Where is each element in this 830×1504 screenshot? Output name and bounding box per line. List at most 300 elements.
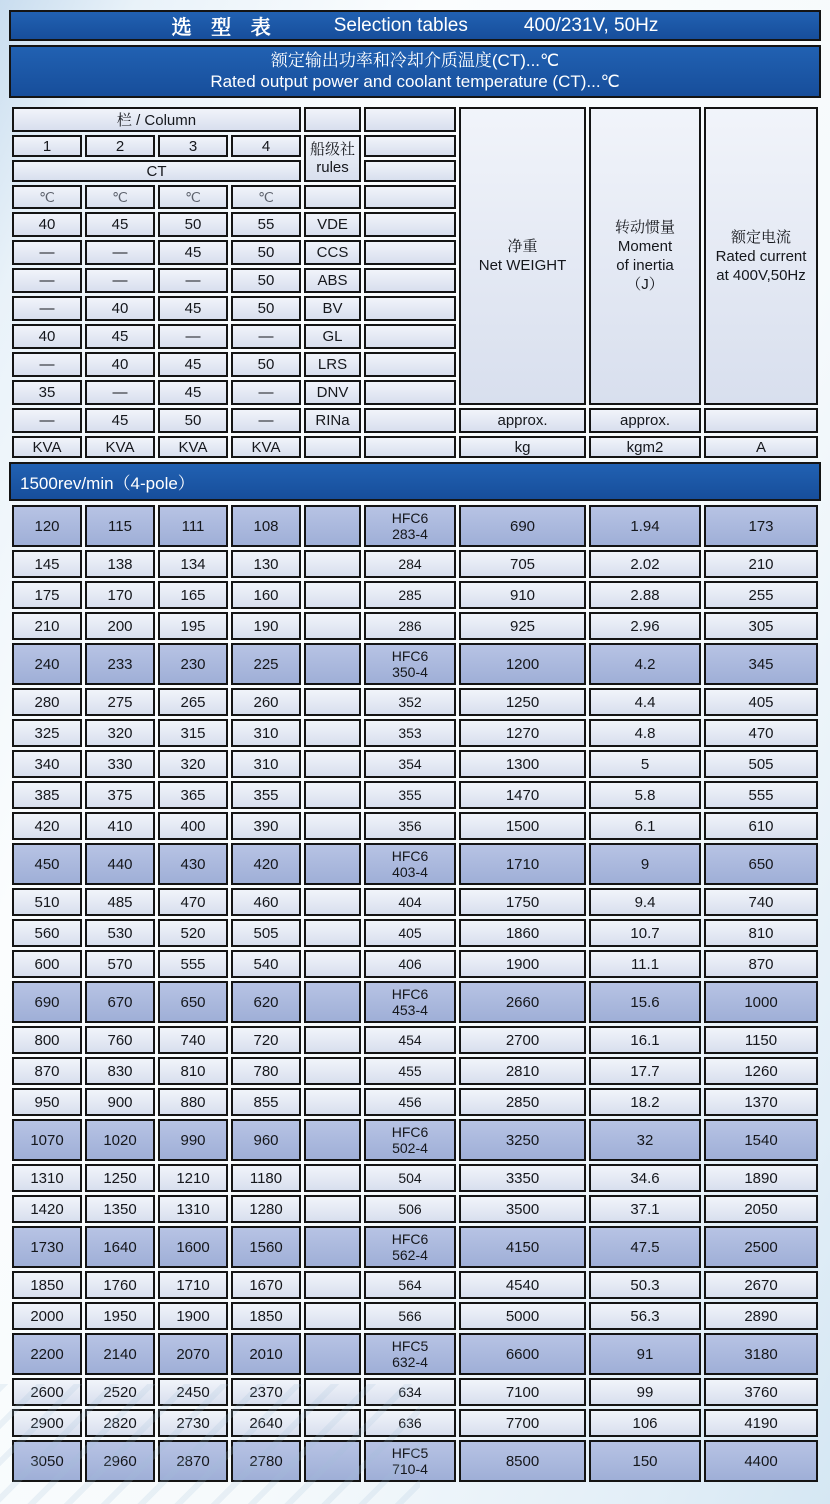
kva-col2: 330	[85, 750, 155, 778]
net-weight-value: 3350	[459, 1164, 586, 1192]
cert-temp-col2: —	[85, 240, 155, 265]
model-number	[364, 1119, 456, 1161]
header-grid	[9, 104, 821, 461]
model-col-spacer	[364, 268, 456, 293]
current-value: 405	[704, 688, 818, 716]
rating-row	[12, 1440, 818, 1482]
kva-col1: 175	[12, 581, 82, 609]
rules-col-spacer	[304, 581, 361, 609]
model-col-spacer	[364, 296, 456, 321]
kva-col3: 165	[158, 581, 228, 609]
kva-col4: 2780	[231, 1440, 301, 1482]
rules-col-spacer	[304, 750, 361, 778]
inertia-value: 2.88	[589, 581, 701, 609]
kva-col3: 1210	[158, 1164, 228, 1192]
inertia-value: 9.4	[589, 888, 701, 916]
kva-col1: 280	[12, 688, 82, 716]
weight-approx-label: approx.	[459, 408, 586, 433]
kva-col2: 200	[85, 612, 155, 640]
kva-col1: 1850	[12, 1271, 82, 1299]
model-number-line: 453-4	[392, 1002, 428, 1018]
kva-col2: 530	[85, 919, 155, 947]
kva-col4: 2010	[231, 1333, 301, 1375]
model-col-spacer	[364, 135, 456, 157]
kva-col1: 510	[12, 888, 82, 916]
moment-of-inertia-header-line: 转动惯量	[615, 219, 676, 236]
rating-row	[12, 550, 818, 578]
kva-col3: 2450	[158, 1378, 228, 1406]
kva-col1: 325	[12, 719, 82, 747]
cert-temp-col1: —	[12, 408, 82, 433]
kva-col2: 1640	[85, 1226, 155, 1268]
net-weight-value: 2810	[459, 1057, 586, 1085]
society-label: BV	[304, 296, 361, 321]
column-number-3: 3	[158, 135, 228, 157]
cert-temp-col2: 40	[85, 352, 155, 377]
model-number	[364, 812, 456, 840]
current-value: 1370	[704, 1088, 818, 1116]
model-number-line: 710-4	[392, 1461, 428, 1477]
kva-col1: 420	[12, 812, 82, 840]
current-value: 3760	[704, 1378, 818, 1406]
model-number	[364, 643, 456, 685]
unit-kg: kg	[459, 436, 586, 458]
net-weight-value: 4150	[459, 1226, 586, 1268]
current-value: 1260	[704, 1057, 818, 1085]
net-weight-value: 1860	[459, 919, 586, 947]
model-number-line: HFC6	[391, 510, 429, 526]
kva-col1: 1070	[12, 1119, 82, 1161]
model-number	[364, 1378, 456, 1406]
model-col-spacer	[364, 380, 456, 405]
cert-temp-col3: 45	[158, 240, 228, 265]
model-number-line: 350-4	[392, 664, 428, 680]
kva-col2: 2140	[85, 1333, 155, 1375]
kva-col4: 620	[231, 981, 301, 1023]
rules-col-spacer	[304, 719, 361, 747]
cert-temp-col3: 45	[158, 352, 228, 377]
current-value: 810	[704, 919, 818, 947]
model-number	[364, 1226, 456, 1268]
ct-header: CT	[12, 160, 301, 182]
rules-col-spacer	[304, 436, 361, 458]
net-weight-value: 910	[459, 581, 586, 609]
column-group-row	[12, 107, 818, 132]
rules-col-spacer	[304, 812, 361, 840]
page-title-zh: 选 型 表	[171, 17, 278, 39]
kva-col2: 1250	[85, 1164, 155, 1192]
kva-col4: 855	[231, 1088, 301, 1116]
rating-row	[12, 1226, 818, 1268]
kva-col3: 520	[158, 919, 228, 947]
current-value: 610	[704, 812, 818, 840]
net-weight-value: 7100	[459, 1378, 586, 1406]
model-number-line: 502-4	[392, 1140, 428, 1156]
current-value: 870	[704, 950, 818, 978]
model-number	[364, 581, 456, 609]
kva-col4: 160	[231, 581, 301, 609]
rating-row	[12, 643, 818, 685]
inertia-value: 37.1	[589, 1195, 701, 1223]
rating-row	[12, 919, 818, 947]
rules-col-spacer	[304, 1271, 361, 1299]
rules-col-spacer	[304, 1088, 361, 1116]
kva-col3: 365	[158, 781, 228, 809]
model-col-spacer	[364, 352, 456, 377]
rating-row	[12, 505, 818, 547]
current-value: 740	[704, 888, 818, 916]
model-number-line: 356	[398, 818, 422, 834]
celsius-symbol: ℃	[158, 185, 228, 209]
inertia-value: 47.5	[589, 1226, 701, 1268]
kva-col4: 310	[231, 750, 301, 778]
model-number-line: 454	[398, 1032, 422, 1048]
rating-row	[12, 1378, 818, 1406]
cert-temp-col4: 50	[231, 296, 301, 321]
kva-col4: 540	[231, 950, 301, 978]
current-value: 470	[704, 719, 818, 747]
society-label: RINa	[304, 408, 361, 433]
kva-col3: 1600	[158, 1226, 228, 1268]
kva-col2: 2520	[85, 1378, 155, 1406]
subtitle-bar	[9, 45, 821, 98]
kva-col4: 2370	[231, 1378, 301, 1406]
kva-col2: 485	[85, 888, 155, 916]
model-number	[364, 1026, 456, 1054]
kva-col4: 1670	[231, 1271, 301, 1299]
kva-col3: 810	[158, 1057, 228, 1085]
model-number-line: HFC6	[391, 986, 429, 1002]
title-bar	[9, 10, 821, 41]
model-number-line: 355	[398, 787, 422, 803]
rating-row	[12, 981, 818, 1023]
unit-kva: KVA	[12, 436, 82, 458]
cert-temp-col1: —	[12, 240, 82, 265]
rules-col-spacer	[304, 643, 361, 685]
model-number-line: 283-4	[392, 526, 428, 542]
model-number-line: 504	[398, 1170, 422, 1186]
net-weight-value: 5000	[459, 1302, 586, 1330]
selection-table-sheet	[9, 10, 821, 1485]
kva-col2: 1760	[85, 1271, 155, 1299]
rules-col-spacer	[304, 1164, 361, 1192]
subtitle-en: Rated output power and coolant temperature (CT)...℃	[210, 72, 620, 91]
model-number	[364, 1195, 456, 1223]
kva-col4: 1280	[231, 1195, 301, 1223]
inertia-value: 2.96	[589, 612, 701, 640]
inertia-value: 15.6	[589, 981, 701, 1023]
model-number-line: HFC5	[391, 1445, 429, 1461]
rating-row	[12, 843, 818, 885]
rating-row	[12, 950, 818, 978]
model-number-line: HFC6	[391, 1124, 429, 1140]
column-number-1: 1	[12, 135, 82, 157]
kva-col2: 410	[85, 812, 155, 840]
model-number-line: 632-4	[392, 1354, 428, 1370]
model-number	[364, 750, 456, 778]
inertia-value: 5.8	[589, 781, 701, 809]
kva-col2: 320	[85, 719, 155, 747]
rules-col-spacer	[304, 981, 361, 1023]
kva-col4: 2640	[231, 1409, 301, 1437]
model-number-line: 404	[398, 894, 422, 910]
classification-rules-header-line: 船级社	[310, 140, 356, 158]
model-col-spacer	[364, 212, 456, 237]
cert-temp-col2: 40	[85, 296, 155, 321]
celsius-symbol: ℃	[85, 185, 155, 209]
kva-col1: 600	[12, 950, 82, 978]
cert-row-rina	[12, 408, 818, 433]
model-col-spacer	[364, 436, 456, 458]
current-value: 4190	[704, 1409, 818, 1437]
inertia-value: 6.1	[589, 812, 701, 840]
speed-section-banner	[9, 462, 821, 501]
net-weight-value: 2850	[459, 1088, 586, 1116]
unit-kva: KVA	[158, 436, 228, 458]
kva-col3: 880	[158, 1088, 228, 1116]
kva-col3: 1310	[158, 1195, 228, 1223]
model-number	[364, 1088, 456, 1116]
kva-col1: 1310	[12, 1164, 82, 1192]
model-number	[364, 919, 456, 947]
rating-row	[12, 1026, 818, 1054]
inertia-value: 17.7	[589, 1057, 701, 1085]
net-weight-value: 8500	[459, 1440, 586, 1482]
cert-temp-col1: 40	[12, 212, 82, 237]
kva-col2: 1020	[85, 1119, 155, 1161]
current-value: 305	[704, 612, 818, 640]
inertia-value: 91	[589, 1333, 701, 1375]
society-label: LRS	[304, 352, 361, 377]
rating-row	[12, 1409, 818, 1437]
society-label: GL	[304, 324, 361, 349]
kva-col3: 740	[158, 1026, 228, 1054]
rating-row	[12, 750, 818, 778]
kva-col2: 2960	[85, 1440, 155, 1482]
kva-col2: 570	[85, 950, 155, 978]
kva-col2: 900	[85, 1088, 155, 1116]
current-value: 1150	[704, 1026, 818, 1054]
net-weight-value: 6600	[459, 1333, 586, 1375]
kva-col1: 2000	[12, 1302, 82, 1330]
kva-col4: 780	[231, 1057, 301, 1085]
page-title-en: Selection tables	[333, 14, 468, 36]
model-number-line: 403-4	[392, 864, 428, 880]
kva-col1: 690	[12, 981, 82, 1023]
net-weight-value: 1500	[459, 812, 586, 840]
moment-of-inertia-header-line: Moment	[617, 238, 673, 255]
net-weight-header	[459, 107, 586, 405]
unit-kva: KVA	[85, 436, 155, 458]
net-weight-value: 1900	[459, 950, 586, 978]
model-number	[364, 888, 456, 916]
model-number-line: 636	[398, 1415, 422, 1431]
net-weight-header-line: 净重	[507, 238, 538, 255]
current-value: 505	[704, 750, 818, 778]
unit-kgm2: kgm2	[589, 436, 701, 458]
model-number-line: 634	[398, 1384, 422, 1400]
model-number-line: 405	[398, 925, 422, 941]
inertia-value: 11.1	[589, 950, 701, 978]
rating-row	[12, 888, 818, 916]
kva-col1: 950	[12, 1088, 82, 1116]
society-label: DNV	[304, 380, 361, 405]
current-value: 1000	[704, 981, 818, 1023]
model-col-spacer	[364, 240, 456, 265]
model-number-line: 406	[398, 956, 422, 972]
kva-col4: 190	[231, 612, 301, 640]
kva-col1: 1420	[12, 1195, 82, 1223]
net-weight-value: 1250	[459, 688, 586, 716]
cert-temp-col3: —	[158, 324, 228, 349]
society-label: VDE	[304, 212, 361, 237]
net-weight-value: 1270	[459, 719, 586, 747]
inertia-value: 9	[589, 843, 701, 885]
kva-col4: 1180	[231, 1164, 301, 1192]
kva-col4: 390	[231, 812, 301, 840]
rating-row	[12, 1057, 818, 1085]
rules-col-spacer	[304, 843, 361, 885]
rules-col-spacer	[304, 612, 361, 640]
current-value: 173	[704, 505, 818, 547]
inertia-value: 10.7	[589, 919, 701, 947]
rules-col-spacer	[304, 1378, 361, 1406]
rating-row	[12, 1195, 818, 1223]
current-value: 2670	[704, 1271, 818, 1299]
current-value: 210	[704, 550, 818, 578]
kva-col3: 230	[158, 643, 228, 685]
kva-col2: 1950	[85, 1302, 155, 1330]
kva-col3: 111	[158, 505, 228, 547]
model-number-line: 352	[398, 694, 422, 710]
cert-temp-col4: —	[231, 408, 301, 433]
model-number	[364, 950, 456, 978]
cert-temp-col4: 55	[231, 212, 301, 237]
cert-temp-col1: —	[12, 296, 82, 321]
current-value: 650	[704, 843, 818, 885]
model-number	[364, 781, 456, 809]
net-weight-value: 2700	[459, 1026, 586, 1054]
kva-col4: 1560	[231, 1226, 301, 1268]
kva-col3: 315	[158, 719, 228, 747]
current-value: 555	[704, 781, 818, 809]
model-number	[364, 981, 456, 1023]
rules-col-spacer	[304, 1026, 361, 1054]
cert-temp-col4: 50	[231, 268, 301, 293]
model-number	[364, 1302, 456, 1330]
cert-temp-col2: 45	[85, 408, 155, 433]
classification-rules-header-line: rules	[316, 158, 349, 176]
kva-col4: 420	[231, 843, 301, 885]
kva-col1: 3050	[12, 1440, 82, 1482]
cert-temp-col1: 35	[12, 380, 82, 405]
rules-col-spacer	[304, 919, 361, 947]
celsius-symbol: ℃	[231, 185, 301, 209]
inertia-value: 32	[589, 1119, 701, 1161]
kva-col4: 310	[231, 719, 301, 747]
cert-temp-col1: —	[12, 352, 82, 377]
kva-col1: 120	[12, 505, 82, 547]
column-number-4: 4	[231, 135, 301, 157]
unit-ampere: A	[704, 436, 818, 458]
rules-col-spacer	[304, 781, 361, 809]
rules-col-spacer	[304, 185, 361, 209]
inertia-value: 50.3	[589, 1271, 701, 1299]
model-number	[364, 843, 456, 885]
kva-col3: 2730	[158, 1409, 228, 1437]
net-weight-value: 925	[459, 612, 586, 640]
kva-col4: 720	[231, 1026, 301, 1054]
kva-col4: 960	[231, 1119, 301, 1161]
kva-col1: 240	[12, 643, 82, 685]
cert-temp-col2: —	[85, 380, 155, 405]
rules-col-spacer	[304, 888, 361, 916]
inertia-value: 106	[589, 1409, 701, 1437]
rating-row	[12, 1302, 818, 1330]
column-number-2: 2	[85, 135, 155, 157]
model-number	[364, 688, 456, 716]
kva-col1: 210	[12, 612, 82, 640]
cert-temp-col4: 50	[231, 240, 301, 265]
rated-current-header-line: at 400V,50Hz	[716, 266, 806, 284]
rated-current-header	[704, 107, 818, 405]
cert-temp-col2: 45	[85, 324, 155, 349]
cert-temp-col3: 45	[158, 380, 228, 405]
net-weight-value: 1300	[459, 750, 586, 778]
model-number-line: 562-4	[392, 1247, 428, 1263]
model-number-line: HFC6	[391, 1231, 429, 1247]
kva-col3: 195	[158, 612, 228, 640]
net-weight-value: 4540	[459, 1271, 586, 1299]
unit-kva: KVA	[231, 436, 301, 458]
model-col-spacer	[364, 160, 456, 182]
cert-temp-col2: —	[85, 268, 155, 293]
cert-temp-col4: 50	[231, 352, 301, 377]
inertia-value: 16.1	[589, 1026, 701, 1054]
rules-col-spacer	[304, 1440, 361, 1482]
current-value: 2050	[704, 1195, 818, 1223]
model-number	[364, 1271, 456, 1299]
rating-row	[12, 1333, 818, 1375]
current-value: 345	[704, 643, 818, 685]
rules-col-spacer	[304, 1302, 361, 1330]
rating-row	[12, 719, 818, 747]
model-number-line: HFC5	[391, 1338, 429, 1354]
speed-section-label: 1500rev/min（4-pole）	[20, 474, 195, 493]
moment-of-inertia-header-line: of inertia	[616, 257, 674, 274]
model-number-line: 285	[398, 587, 422, 603]
ratings-table	[9, 502, 821, 1485]
kva-col2: 170	[85, 581, 155, 609]
current-value: 255	[704, 581, 818, 609]
cert-temp-col1: 40	[12, 324, 82, 349]
moment-of-inertia-header	[589, 107, 701, 405]
kva-col3: 650	[158, 981, 228, 1023]
kva-col1: 145	[12, 550, 82, 578]
kva-col2: 275	[85, 688, 155, 716]
kva-col2: 830	[85, 1057, 155, 1085]
kva-col2: 760	[85, 1026, 155, 1054]
model-number-line: 564	[398, 1277, 422, 1293]
cert-temp-col3: 45	[158, 296, 228, 321]
inertia-value: 1.94	[589, 505, 701, 547]
kva-col1: 2600	[12, 1378, 82, 1406]
inertia-value: 4.2	[589, 643, 701, 685]
kva-col4: 505	[231, 919, 301, 947]
current-value: 1540	[704, 1119, 818, 1161]
kva-col3: 555	[158, 950, 228, 978]
kva-col2: 375	[85, 781, 155, 809]
